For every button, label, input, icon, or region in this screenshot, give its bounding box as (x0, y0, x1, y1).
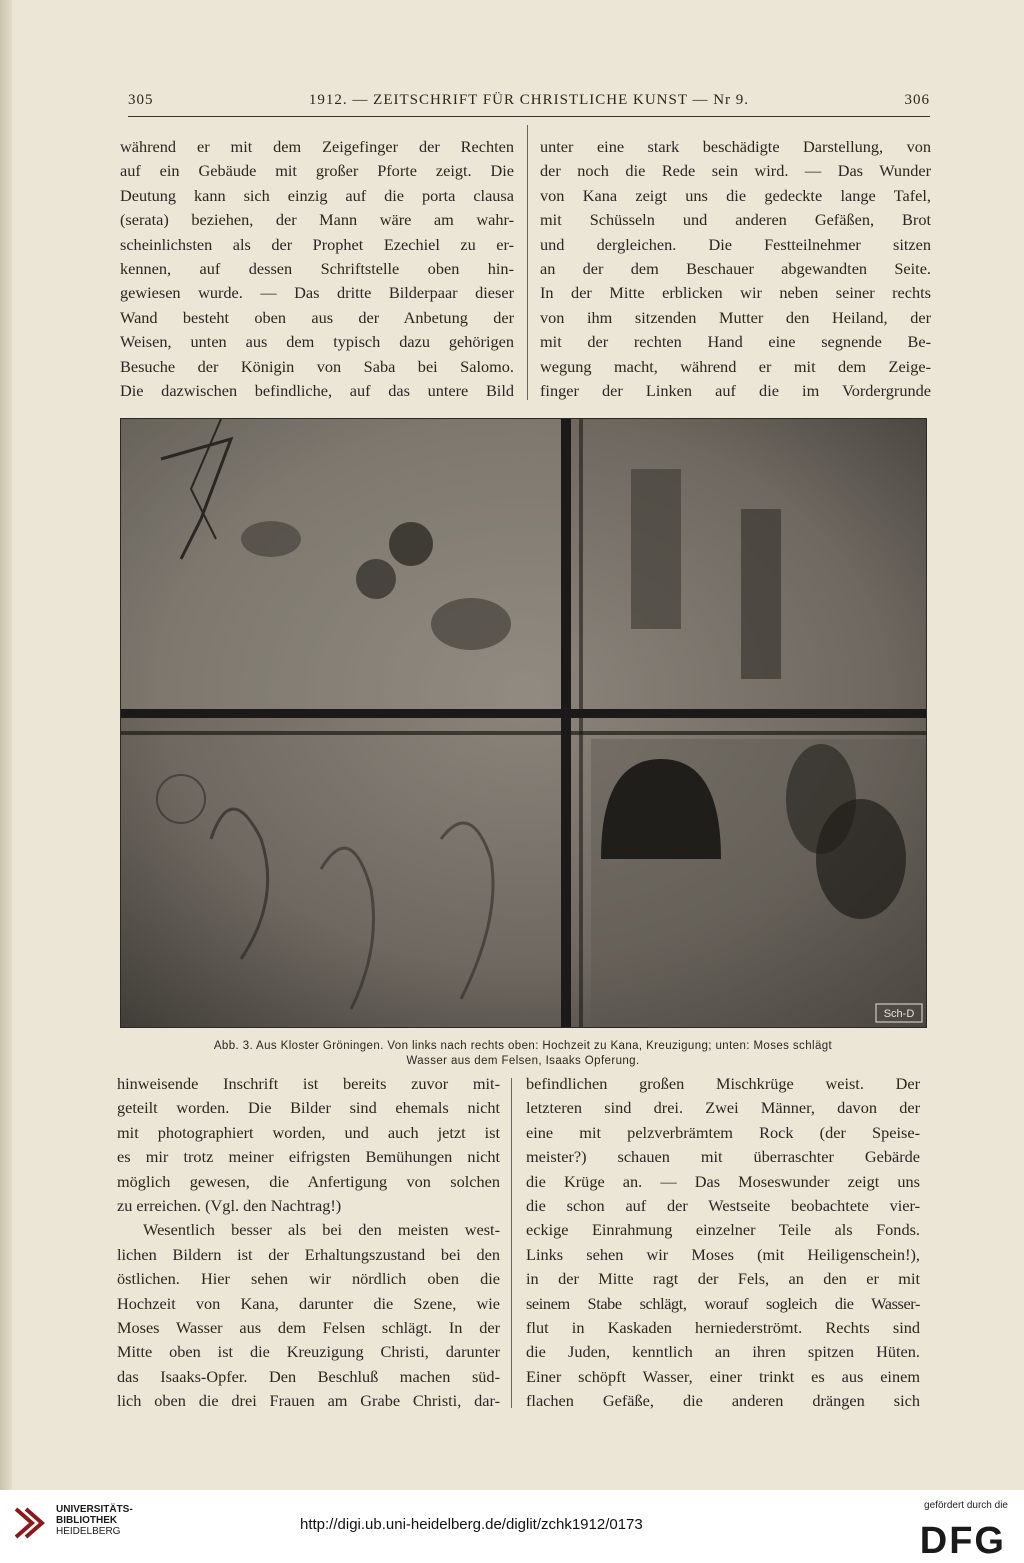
text-line: In der Mitte erblicken wir neben seiner rechts (540, 283, 931, 303)
text-line: finger der Linken auf die im Vordergrunde (540, 380, 931, 400)
fresco-photograph (120, 418, 927, 1028)
library-line: UNIVERSITÄTS- (56, 1504, 133, 1515)
text-line: flachen Gefäße, die anderen drängen sich (526, 1391, 920, 1411)
text-line: und dergleichen. Die Festteilnehmer sitzen (540, 234, 931, 254)
text-line: mit photographiert worden, und auch jetzt ist (117, 1122, 500, 1142)
library-line: BIBLIOTHEK (56, 1515, 118, 1526)
text-line: Mitte oben ist die Kreuzigung Christi, darunter (117, 1342, 500, 1362)
text-line: an der dem Beschauer abgewandten Seite. (540, 258, 931, 278)
text-line: Links sehen wir Moses (mit Heiligenschein!), (526, 1244, 920, 1264)
text-line: flut in Kaskaden herniederströmt. Rechts sind (526, 1317, 920, 1337)
text-line: mit der rechten Hand eine segnende Be- (540, 332, 931, 352)
figure-caption (118, 1039, 928, 1069)
text-line: eine mit pelzverbrämtem Rock (der Speise- (526, 1122, 920, 1142)
column-divider (527, 125, 528, 400)
library-line: HEIDELBERG (56, 1526, 121, 1537)
top-left-column (120, 135, 514, 403)
left-page-number: 305 (128, 92, 154, 108)
text-line: scheinlichsten als der Prophet Ezechiel zu er- (120, 234, 514, 254)
text-line: die Krüge an. — Das Moseswunder zeigt uns (526, 1171, 920, 1191)
fresco-image (121, 419, 926, 1027)
text-line: Deutung kann sich einzig auf die porta clausa (120, 185, 514, 205)
text-line: Hochzeit von Kana, darunter die Szene, wie (117, 1293, 500, 1313)
text-line: Besuche der Königin von Saba bei Salomo. (120, 356, 514, 376)
right-page-number: 306 (904, 92, 930, 108)
bottom-left-column (117, 1072, 500, 1413)
text-line: möglich gewesen, die Anfertigung von solchen (117, 1171, 500, 1191)
journal-title: 1912. — ZEITSCHRIFT FÜR CHRISTLICHE KUNST — Nr 9. (308, 92, 750, 108)
text-line: seinem Stabe schlägt, worauf sogleich die Wasser- (526, 1293, 920, 1313)
text-line: lich oben die drei Frauen am Grabe Christi, dar- (117, 1391, 500, 1411)
text-line: hinweisende Inschrift ist bereits zuvor mit- (117, 1074, 500, 1093)
text-line: Moses Wasser aus dem Felsen schlägt. In der (117, 1317, 500, 1337)
text-line: (serata) beziehen, der Mann wäre am wahr- (120, 210, 514, 230)
text-line: lichen Bildern ist der Erhaltungszustand bei den (117, 1244, 500, 1264)
funded-by-label: gefördert durch die (924, 1500, 1008, 1511)
bottom-right-column (526, 1072, 920, 1413)
running-head (128, 92, 930, 118)
text-line: unter eine stark beschädigte Darstellung, von (540, 137, 931, 156)
text-line: von Kana zeigt uns die gedeckte lange Tafel, (540, 185, 931, 205)
permalink-url[interactable]: http://digi.ub.uni-heidelberg.de/diglit/zchk1912/0173 (300, 1516, 643, 1533)
text-line: Die dazwischen befindliche, auf das untere Bild (120, 380, 514, 400)
dfg-logo: DFG (919, 1520, 1006, 1562)
text-line: von ihm sitzenden Mutter den Heiland, der (540, 307, 931, 327)
library-name (56, 1504, 133, 1537)
text-line: meister?) schauen mit überraschter Gebärde (526, 1147, 920, 1167)
text-line: mit Schüsseln und anderen Gefäßen, Brot (540, 210, 931, 230)
text-line: gewiesen wurde. — Das dritte Bilderpaar dieser (120, 283, 514, 303)
text-line: Weisen, unten aus dem typisch dazu gehörigen (120, 332, 514, 352)
caption-line: Abb. 3. Aus Kloster Gröningen. Von links nach rechts oben: Hochzeit zu Kana, Kreuzigung; unten: Moses schlägt (213, 1040, 833, 1052)
text-line: es mir trotz meiner eifrigsten Bemühungen nicht (117, 1147, 500, 1167)
text-line: östlichen. Hier sehen wir nördlich oben die (117, 1269, 500, 1289)
text-line: geteilt worden. Die Bilder sind ehemals nicht (117, 1098, 500, 1118)
text-line: während er mit dem Zeigefinger der Rechten (120, 137, 514, 156)
library-logo-icon (12, 1503, 52, 1548)
column-divider (511, 1078, 512, 1408)
text-line: Einer schöpft Wasser, einer trinkt es aus einem (526, 1366, 920, 1386)
text-line: zu erreichen. (Vgl. den Nachtrag!) (117, 1195, 342, 1215)
page-edge-shadow (0, 0, 12, 1490)
caption-line: Wasser aus dem Felsen, Isaaks Opferung. (406, 1055, 640, 1067)
text-line: eckige Einrahmung einzelner Teile als Fonds. (526, 1220, 920, 1240)
text-line: auf ein Gebäude mit großer Pforte zeigt. Die (120, 161, 514, 181)
text-line: Wesentlich besser als bei den meisten west- (143, 1220, 500, 1240)
text-line: in der Mitte ragt der Fels, an den er mit (526, 1269, 920, 1289)
text-line: befindlichen großen Mischkrüge weist. Der (526, 1074, 920, 1093)
text-line: wegung macht, während er mit dem Zeige- (540, 356, 931, 376)
monogram: Sch-D (883, 1008, 915, 1020)
text-line: die Juden, kenntlich an ihren spitzen Hüten. (526, 1342, 920, 1362)
text-line: die schon auf der Westseite beobachtete vier- (526, 1195, 920, 1215)
text-line: der noch die Rede sein wird. — Das Wunder (540, 161, 931, 181)
text-line: das Isaaks-Opfer. Den Beschluß machen süd- (117, 1366, 500, 1386)
header-rule (128, 116, 930, 117)
text-line: letzteren sind drei. Zwei Männer, davon der (526, 1098, 920, 1118)
text-line: Wand besteht oben aus der Anbetung der (120, 307, 514, 327)
top-right-column (540, 135, 931, 403)
text-line: kennen, auf dessen Schriftstelle oben hin- (120, 258, 514, 278)
